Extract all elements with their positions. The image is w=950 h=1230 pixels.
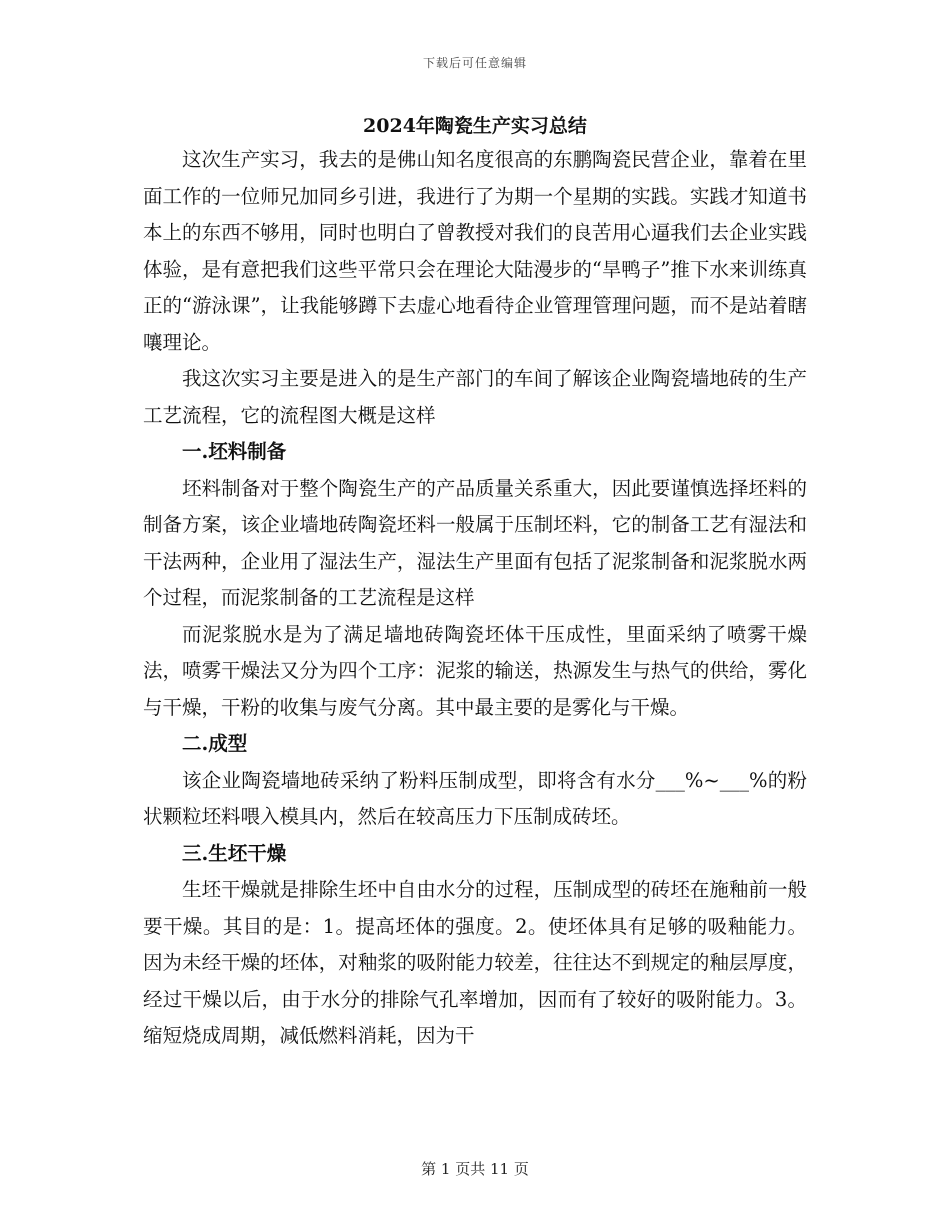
document-title: 2024年陶瓷生产实习总结 [363, 115, 587, 137]
section-paragraph: 生坯干燥就是排除生坯中自由水分的过程，压制成型的砖坯在施釉前一般要干燥。其目的是：1。提高坯体的强度。2。使坯体具有足够的吸釉能力。因为未经干燥的坯体，对釉浆的吸附能力较差，往往达不到规定的釉层厚度，经过干燥以后，由于水分的排除气孔率增加，因而有了较好的吸附能力。3。缩短烧成周期，减低燃料消耗，因为干 [143, 878, 807, 1047]
document-body [143, 112, 807, 1055]
page-header-note: 下载后可任意编辑 [422, 56, 527, 70]
intro-paragraph-2: 我这次实习主要是进入的是生产部门的车间了解该企业陶瓷墙地砖的生产工艺流程，它的流程图大概是这样 [143, 367, 807, 427]
section-raw-material-preparation [143, 434, 807, 726]
section-heading: 三.生坯干燥 [182, 841, 287, 865]
section-forming [143, 726, 807, 836]
section-green-body-drying [143, 836, 807, 1055]
intro-paragraph-1: 这次生产实习，我去的是佛山知名度很高的东鹏陶瓷民营企业，靠着在里面工作的一位师兄加同乡引进，我进行了为期一个星期的实践。实践才知道书本上的东西不够用，同时也明白了曾教授对我们的良苦用心逼我们去企业实践体验，是有意把我们这些平常只会在理论大陆漫步的“旱鸭子”推下水来训练真正的“游泳课”，让我能够蹲下去虚心地看待企业管理管理问题，而不是站着瞎嚷理论。 [143, 148, 807, 354]
page-number-footer: 第 1 页共 11 页 [421, 1160, 529, 1178]
section-paragraph: 坯料制备对于整个陶瓷生产的产品质量关系重大，因此要谨慎选择坯料的制备方案，该企业墙地砖陶瓷坯料一般属于压制坯料，它的制备工艺有湿法和干法两种，企业用了湿法生产，湿法生产里面有包括了泥浆制备和泥浆脱水两个过程，而泥浆制备的工艺流程是这样 [143, 476, 807, 609]
section-heading: 一.坯料制备 [182, 440, 287, 463]
section-paragraph: 而泥浆脱水是为了满足墙地砖陶瓷坯体干压成性，里面采纳了喷雾干燥法，喷雾干燥法又分为四个工序：泥浆的输送，热源发生与热气的供给，雾化与干燥，干粉的收集与废气分离。其中最主要的是雾化与干燥。 [143, 622, 807, 719]
section-heading: 二.成型 [182, 732, 248, 755]
section-paragraph: 该企业陶瓷墙地砖采纳了粉料压制成型，即将含有水分___%~___%的粉状颗粒坯料喂入模具内，然后在较高压力下压制成砖坯。 [143, 768, 807, 828]
